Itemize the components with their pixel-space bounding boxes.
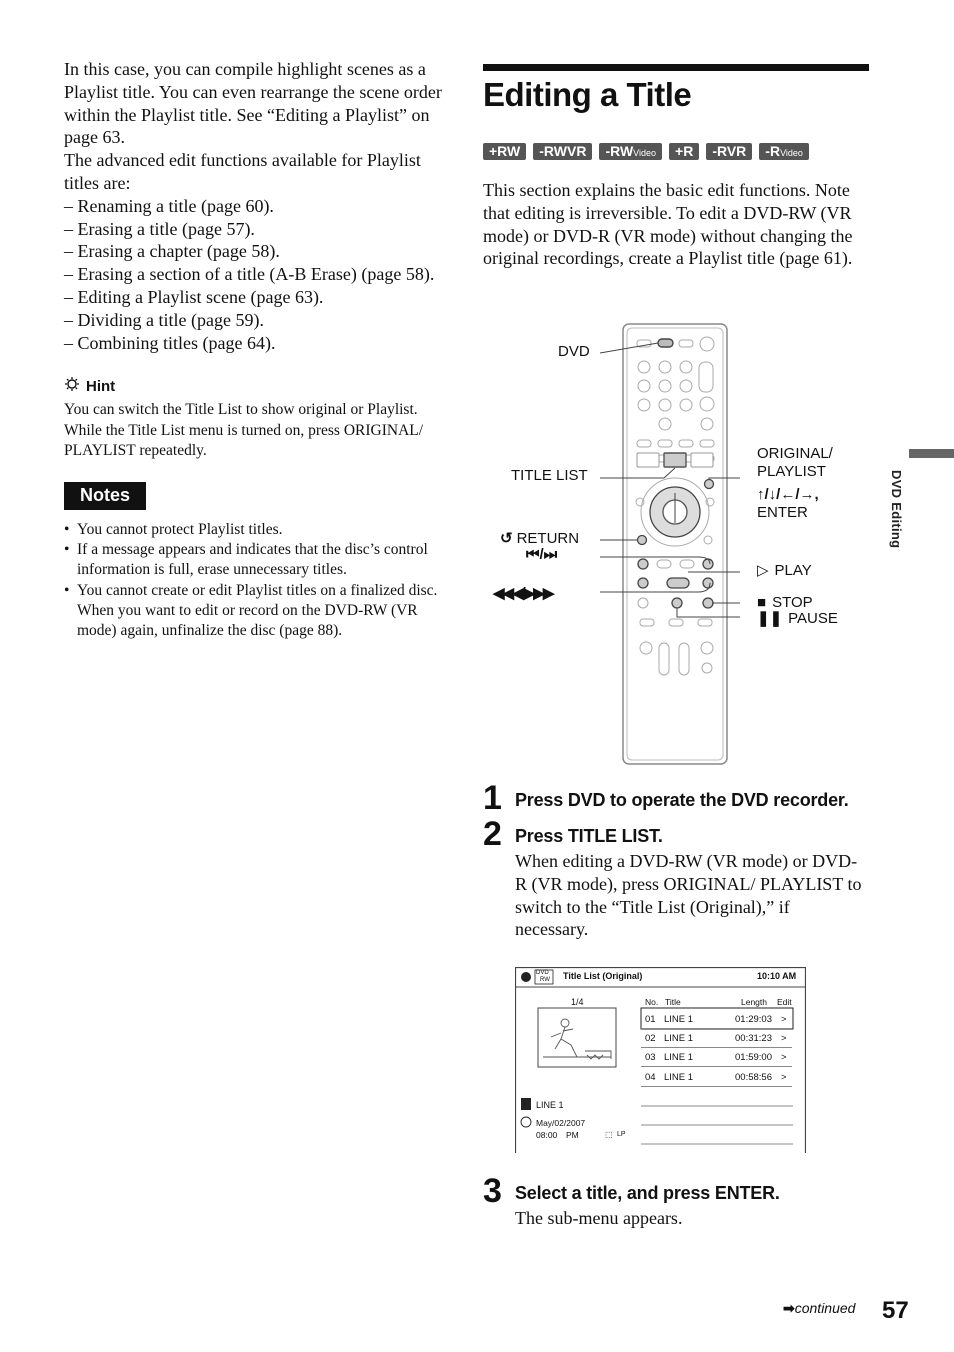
note-item: • You cannot create or edit Playlist titles on a finalized disc. When you want to edit or record on the DVD-RW (VR mode) again, unfinalize the disc (page 88). (64, 581, 456, 642)
list-item: – Erasing a chapter (page 58). (64, 240, 456, 263)
remote-label-dvd: DVD (558, 343, 590, 360)
continued-note: ➡continued (783, 1300, 856, 1316)
step-2-number: 2 (483, 815, 502, 853)
remote-label-skip: ⏮/⏭ (526, 546, 558, 563)
section-intro: This section explains the basic edit functions. Note that editing is irreversible. To edit a DVD-RW (VR mode) or DVD-R (VR mode) without changing the original recordings, create a Playlist title (page 61). (483, 180, 853, 269)
pause-icon: ❚❚ (757, 610, 783, 627)
disc-icon-bottom: RW (540, 977, 550, 983)
disc-badge: -RWVR (533, 143, 592, 160)
disc-badge: -RVideo (759, 143, 809, 160)
remote-label-title-list: TITLE LIST (511, 467, 588, 484)
list-item: – Renaming a title (page 60). (64, 195, 456, 218)
remote-label-stop: ■ STOP (757, 594, 813, 611)
step-1-number: 1 (483, 779, 502, 817)
page-title: Editing a Title (483, 76, 692, 113)
header-title: Title (665, 997, 681, 1007)
note-item: • If a message appears and indicates that the disc’s control information is full, erase unnecessary titles. (64, 540, 456, 581)
step-3-number: 3 (483, 1172, 502, 1210)
step-3-body: The sub-menu appears. (515, 1208, 683, 1228)
lightbulb-icon (64, 376, 80, 396)
screen-time: 10:10 AM (757, 971, 797, 981)
list-item: – Erasing a section of a title (A-B Erase) (page 58). (64, 263, 456, 286)
step-3-title: Select a title, and press ENTER. (515, 1183, 780, 1203)
left-column (64, 58, 456, 642)
mode-icon: ⬚ (605, 1130, 613, 1139)
table-row[interactable]: 03 LINE 1 01:59:00 > (641, 1047, 792, 1067)
step-1-title: Press DVD to operate the DVD recorder. (515, 790, 849, 810)
page-indicator: 1/4 (571, 997, 584, 1007)
header-no: No. (645, 997, 659, 1007)
side-tab-label: DVD Editing (889, 470, 904, 549)
disc-badge: +RW (483, 143, 526, 160)
remote-label-scan: ◀◀◀/▶▶▶ (493, 585, 553, 602)
hint-text: You can switch the Title List to show original or Playlist. While the Title List menu is turned on, press ORIGINAL/ PLAYLIST repeatedly. (64, 401, 424, 460)
remote-label-arrows: ↑/↓/←/→, (757, 486, 819, 503)
hint-heading (64, 376, 456, 396)
table-row[interactable]: 04 LINE 1 00:58:56 > (641, 1067, 792, 1087)
remote-label-playlist: PLAYLIST (757, 463, 826, 480)
table-row[interactable]: 02 LINE 1 00:31:23 > (641, 1028, 792, 1048)
remote-label-pause: ❚❚ PAUSE (757, 610, 838, 627)
list-item: – Combining titles (page 64). (64, 332, 456, 355)
disc-icon-top: DVD (536, 970, 549, 976)
disc-type-badges (483, 143, 809, 160)
remote-label-enter: ENTER (757, 504, 808, 521)
step-2-body: When editing a DVD-RW (VR mode) or DVD-R (VR mode), press ORIGINAL/ PLAYLIST to switch to the “Title List (Original),” if necessary. (515, 851, 862, 940)
remote-label-return: ↺ RETURN (500, 530, 580, 547)
advanced-intro: The advanced edit functions available for Playlist titles are: (64, 150, 421, 193)
list-item: – Editing a Playlist scene (page 63). (64, 286, 456, 309)
function-list (64, 195, 456, 355)
disc-badge: -RWVideo (599, 143, 662, 160)
return-icon: ↺ (500, 530, 513, 547)
remote-label-original: ORIGINAL/ (757, 445, 833, 462)
disc-badge: -RVR (706, 143, 752, 160)
header-edit: Edit (777, 997, 792, 1007)
notes-list (64, 520, 456, 642)
remote-control-illustration (560, 318, 740, 770)
disc-badge: +R (669, 143, 699, 160)
notes-heading: Notes (64, 482, 146, 510)
recording-date: May/02/2007 (536, 1118, 586, 1128)
title-rule (483, 64, 869, 71)
screen-title: Title List (Original) (563, 971, 643, 981)
step-2-title: Press TITLE LIST. (515, 826, 663, 846)
play-icon: ▷ (757, 562, 769, 579)
intro-paragraph: In this case, you can compile highlight scenes as a Playlist title. You can even rearrange the scene order within the Playlist title. See “Editing a Playlist” on page 63. (64, 59, 442, 148)
page-number: 57 (882, 1297, 909, 1324)
stop-icon: ■ (757, 594, 767, 611)
list-item: – Dividing a title (page 59). (64, 309, 456, 332)
header-length: Length (741, 997, 767, 1007)
hint-title: Hint (86, 377, 116, 395)
recording-ampm: PM (566, 1130, 579, 1140)
selected-title: LINE 1 (536, 1100, 564, 1110)
list-item: – Erasing a title (page 57). (64, 218, 456, 241)
recording-mode: LP (617, 1131, 626, 1138)
side-tab-bar (909, 449, 954, 458)
recording-clock: 08:00 (536, 1130, 558, 1140)
table-row[interactable]: 01 LINE 1 01:29:03 > (641, 1009, 792, 1029)
remote-label-play: ▷ PLAY (757, 562, 812, 579)
note-item: • You cannot protect Playlist titles. (64, 520, 456, 540)
arrow-right-icon: ➡ (783, 1300, 795, 1316)
